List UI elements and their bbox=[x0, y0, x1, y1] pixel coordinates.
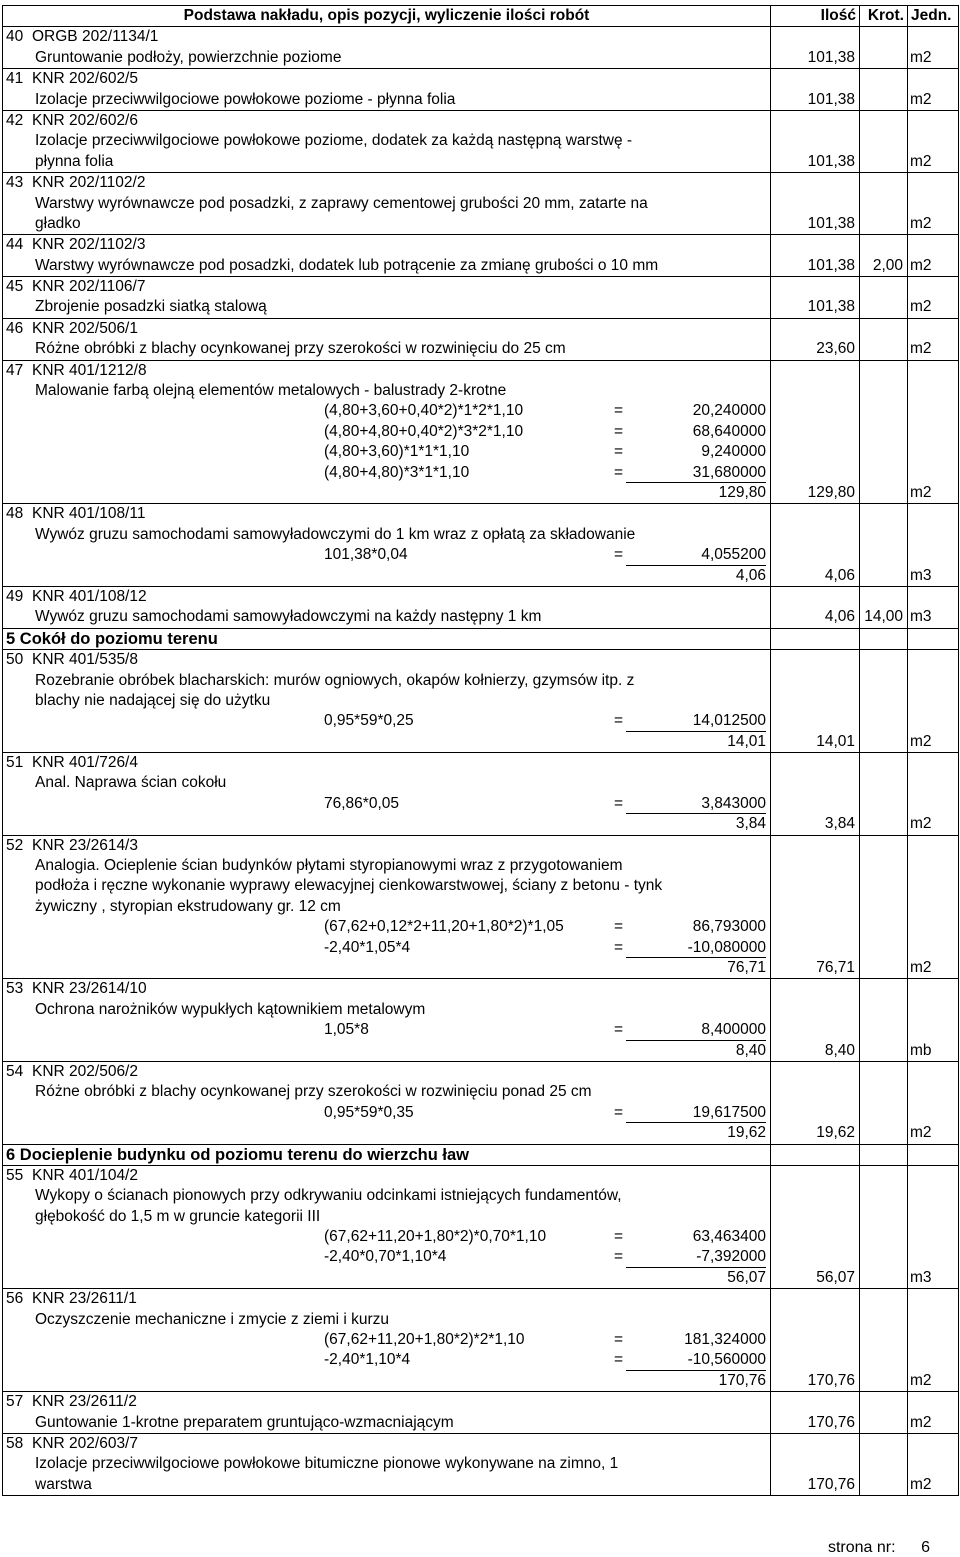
description-line: Gruntowanie podłoży, powierzchnie poziome bbox=[35, 48, 342, 66]
position-code-line bbox=[6, 650, 770, 670]
position-number: 46 bbox=[6, 319, 24, 337]
multiplier-cell bbox=[860, 1289, 908, 1392]
equals-sign: = bbox=[614, 402, 624, 420]
position-code: KNR 401/104/2 bbox=[32, 1166, 138, 1184]
section-title-cell bbox=[3, 1144, 771, 1165]
quantity-cell: 170,76 bbox=[771, 1289, 860, 1392]
position-code: KNR 401/108/12 bbox=[32, 587, 147, 605]
calculation-line bbox=[6, 442, 770, 462]
calculation-line bbox=[6, 422, 770, 442]
position-code: KNR 23/2611/2 bbox=[32, 1393, 137, 1411]
header-unit: Jedn. bbox=[908, 6, 959, 27]
table-row bbox=[3, 235, 959, 277]
calculation-expression: -2,40*1,10*4 bbox=[324, 1351, 411, 1369]
calculation-expression: (67,62+11,20+1,80*2)*2*1,10 bbox=[324, 1331, 525, 1349]
estimate-table bbox=[2, 5, 959, 1496]
position-code-line bbox=[6, 277, 770, 297]
calculation-line bbox=[6, 1330, 770, 1350]
quantity-cell: 14,01 bbox=[771, 650, 860, 753]
calculation-value: 86,793000 bbox=[692, 918, 766, 936]
unit-cell: m3 bbox=[908, 586, 959, 628]
calculation-line bbox=[6, 917, 770, 937]
description-line: Malowanie farbą olejną elementów metalowych - balustrady 2-krotne bbox=[35, 382, 507, 400]
calculation-line bbox=[6, 938, 770, 958]
multiplier-cell bbox=[860, 1061, 908, 1144]
position-number: 51 bbox=[6, 754, 24, 772]
table-row bbox=[3, 110, 959, 172]
position-number: 50 bbox=[6, 651, 24, 669]
calculation-line bbox=[6, 1227, 770, 1247]
description-cell bbox=[3, 504, 771, 587]
description-cell bbox=[3, 835, 771, 979]
position-number: 56 bbox=[6, 1290, 24, 1308]
calculation-value: -10,080000 bbox=[626, 938, 766, 958]
multiplier-cell bbox=[860, 173, 908, 235]
description-line: Wywóz gruzu samochodami samowyładowczymi na każdy następny 1 km bbox=[35, 608, 542, 626]
description-line: głębokość do 1,5 m w gruncie kategorii III bbox=[35, 1207, 321, 1225]
equals-sign: = bbox=[614, 1021, 624, 1039]
table-row bbox=[3, 1392, 959, 1434]
position-number: 41 bbox=[6, 70, 24, 88]
calculation-expression: (4,80+4,80)*3*1*1,10 bbox=[324, 463, 470, 481]
quantity-cell: 101,38 bbox=[771, 235, 860, 277]
calculation-total: 14,01 bbox=[727, 732, 766, 750]
quantity-cell: 101,38 bbox=[771, 69, 860, 111]
table-row bbox=[3, 360, 959, 504]
description-line: Oczyszczenie mechaniczne i zmycie z ziemi i kurzu bbox=[35, 1310, 390, 1328]
unit-cell bbox=[908, 1144, 959, 1165]
calculation-expression: 0,95*59*0,25 bbox=[324, 712, 414, 730]
section-title: Docieplenie budynku od poziomu terenu do wierzchu ław bbox=[19, 1145, 469, 1164]
unit-cell: m2 bbox=[908, 69, 959, 111]
table-row bbox=[3, 69, 959, 111]
calculation-line bbox=[6, 794, 770, 814]
description-cell bbox=[3, 173, 771, 235]
equals-sign: = bbox=[614, 546, 624, 564]
multiplier-cell bbox=[860, 1165, 908, 1288]
table-row bbox=[3, 318, 959, 360]
section-row bbox=[3, 1144, 959, 1165]
unit-cell: m2 bbox=[908, 650, 959, 753]
equals-sign: = bbox=[614, 463, 624, 481]
description-line: warstwa bbox=[35, 1475, 92, 1493]
calculation-expression: 101,38*0,04 bbox=[324, 546, 408, 564]
calculation-value: 20,240000 bbox=[692, 402, 766, 420]
table-row bbox=[3, 1165, 959, 1288]
multiplier-cell bbox=[860, 979, 908, 1062]
calculation-total: 8,40 bbox=[735, 1041, 766, 1059]
equals-sign: = bbox=[614, 794, 624, 812]
unit-cell: m2 bbox=[908, 277, 959, 319]
calculation-total: 3,84 bbox=[735, 815, 766, 833]
calculation-line bbox=[6, 1350, 770, 1370]
multiplier-cell bbox=[860, 835, 908, 979]
position-number: 57 bbox=[6, 1393, 24, 1411]
position-code: ORGB 202/1134/1 bbox=[32, 28, 159, 46]
table-row bbox=[3, 753, 959, 836]
description-line: płynna folia bbox=[35, 152, 114, 170]
multiplier-cell bbox=[860, 504, 908, 587]
unit-cell: m3 bbox=[908, 504, 959, 587]
description-cell bbox=[3, 753, 771, 836]
description-line: podłoża i ręczne wykonanie wyprawy elewacyjnej cienkowarstwowej, ściany z betonu - tynk bbox=[35, 877, 663, 895]
table-row bbox=[3, 835, 959, 979]
table-row bbox=[3, 277, 959, 319]
unit-cell: m2 bbox=[908, 1434, 959, 1496]
position-code-line bbox=[6, 1166, 770, 1186]
description-cell bbox=[3, 277, 771, 319]
position-code: KNR 202/506/1 bbox=[32, 319, 138, 337]
calculation-value: 181,324000 bbox=[684, 1331, 766, 1349]
equals-sign: = bbox=[614, 1331, 624, 1349]
quantity-cell: 129,80 bbox=[771, 360, 860, 504]
equals-sign: = bbox=[614, 938, 624, 956]
quantity-cell bbox=[771, 628, 860, 649]
equals-sign: = bbox=[614, 443, 624, 461]
position-number: 53 bbox=[6, 980, 24, 998]
position-number: 48 bbox=[6, 505, 24, 523]
table-row bbox=[3, 1289, 959, 1392]
description-cell bbox=[3, 318, 771, 360]
calculation-value: 68,640000 bbox=[692, 422, 766, 440]
table-row bbox=[3, 27, 959, 69]
section-number: 6 bbox=[6, 1145, 16, 1164]
calculation-expression: 1,05*8 bbox=[324, 1021, 369, 1039]
calculation-expression: 0,95*59*0,35 bbox=[324, 1103, 414, 1121]
multiplier-cell bbox=[860, 69, 908, 111]
multiplier-cell bbox=[860, 1392, 908, 1434]
calculation-expression: -2,40*1,05*4 bbox=[324, 938, 411, 956]
unit-cell: m3 bbox=[908, 1165, 959, 1288]
calculation-value: -7,392000 bbox=[626, 1247, 766, 1267]
description-cell bbox=[3, 1061, 771, 1144]
quantity-cell: 101,38 bbox=[771, 173, 860, 235]
description-line: Warstwy wyrównawcze pod posadzki, dodatek lub potrącenie za zmianę grubości o 10 mm bbox=[35, 256, 659, 274]
equals-sign: = bbox=[614, 1228, 624, 1246]
position-code-line bbox=[6, 27, 770, 47]
calculation-expression: (67,62+11,20+1,80*2)*0,70*1,10 bbox=[324, 1228, 547, 1246]
quantity-cell: 76,71 bbox=[771, 835, 860, 979]
section-row bbox=[3, 628, 959, 649]
unit-cell: m2 bbox=[908, 1392, 959, 1434]
description-cell bbox=[3, 586, 771, 628]
table-row bbox=[3, 173, 959, 235]
multiplier-cell: 14,00 bbox=[860, 586, 908, 628]
calculation-line bbox=[6, 1020, 770, 1040]
equals-sign: = bbox=[614, 1351, 624, 1369]
description-line: Izolacje przeciwwilgociowe powłokowe poziome - płynna folia bbox=[35, 90, 456, 108]
calculation-line bbox=[6, 1103, 770, 1123]
description-cell bbox=[3, 1392, 771, 1434]
calculation-line bbox=[6, 545, 770, 565]
position-code-line bbox=[6, 111, 770, 131]
multiplier-cell bbox=[860, 753, 908, 836]
position-code-line bbox=[6, 1392, 770, 1412]
position-code: KNR 401/108/11 bbox=[32, 505, 146, 523]
position-code-line bbox=[6, 69, 770, 89]
description-line: Analogia. Ocieplenie ścian budynków płytami styropianowymi wraz z przygotowaniem bbox=[35, 857, 623, 875]
position-number: 58 bbox=[6, 1435, 24, 1452]
position-code: KNR 202/603/7 bbox=[32, 1435, 138, 1452]
multiplier-cell bbox=[860, 360, 908, 504]
unit-cell: m2 bbox=[908, 1061, 959, 1144]
position-number: 52 bbox=[6, 836, 24, 854]
table-row bbox=[3, 650, 959, 753]
section-title-cell bbox=[3, 628, 771, 649]
page-number-footer bbox=[828, 1539, 930, 1557]
position-number: 54 bbox=[6, 1062, 24, 1080]
calculation-expression: (67,62+0,12*2+11,20+1,80*2)*1,05 bbox=[324, 918, 564, 936]
description-cell bbox=[3, 1434, 771, 1496]
description-cell bbox=[3, 1165, 771, 1288]
multiplier-cell bbox=[860, 110, 908, 172]
calculation-value: -10,560000 bbox=[626, 1350, 766, 1370]
section-title: Cokół do poziomu terenu bbox=[19, 629, 218, 648]
quantity-cell: 3,84 bbox=[771, 753, 860, 836]
description-line: Izolacje przeciwwilgociowe powłokowe bitumiczne pionowe wykonywane na zimno, 1 bbox=[35, 1455, 619, 1473]
position-number: 45 bbox=[6, 278, 24, 296]
calculation-total: 129,80 bbox=[718, 484, 766, 501]
unit-cell: m2 bbox=[908, 360, 959, 504]
position-code-line bbox=[6, 587, 770, 607]
calculation-expression: (4,80+3,60)*1*1*1,10 bbox=[324, 443, 470, 461]
position-code-line bbox=[6, 173, 770, 193]
quantity-cell bbox=[771, 1144, 860, 1165]
position-number: 49 bbox=[6, 587, 24, 605]
quantity-cell: 101,38 bbox=[771, 110, 860, 172]
position-code: KNR 202/506/2 bbox=[32, 1062, 138, 1080]
calculation-expression: -2,40*0,70*1,10*4 bbox=[324, 1248, 447, 1266]
quantity-cell: 170,76 bbox=[771, 1392, 860, 1434]
position-code-line bbox=[6, 753, 770, 773]
multiplier-cell bbox=[860, 628, 908, 649]
quantity-cell: 19,62 bbox=[771, 1061, 860, 1144]
position-code: KNR 23/2614/3 bbox=[32, 836, 138, 854]
unit-cell: m2 bbox=[908, 318, 959, 360]
quantity-cell: 56,07 bbox=[771, 1165, 860, 1288]
description-cell bbox=[3, 69, 771, 111]
quantity-cell: 4,06 bbox=[771, 586, 860, 628]
calculation-total: 4,06 bbox=[735, 566, 766, 584]
description-line: blachy nie nadającej się do użytku bbox=[35, 691, 271, 709]
calculation-line bbox=[6, 401, 770, 421]
quantity-cell: 4,06 bbox=[771, 504, 860, 587]
description-line: Wykopy o ścianach pionowych przy odkrywaniu odcinkami istniejących fundamentów, bbox=[35, 1187, 622, 1205]
unit-cell: m2 bbox=[908, 173, 959, 235]
position-code: KNR 23/2614/10 bbox=[32, 980, 147, 998]
unit-cell: mb bbox=[908, 979, 959, 1062]
position-number: 43 bbox=[6, 174, 24, 192]
table-header-row bbox=[3, 6, 959, 27]
description-line: Zbrojenie posadzki siatką stalową bbox=[35, 298, 267, 316]
calculation-expression: (4,80+4,80+0,40*2)*3*2*1,10 bbox=[324, 422, 524, 440]
position-code-line bbox=[6, 319, 770, 339]
table-row bbox=[3, 1061, 959, 1144]
multiplier-cell bbox=[860, 650, 908, 753]
multiplier-cell bbox=[860, 277, 908, 319]
description-line: Guntowanie 1-krotne preparatem gruntująco-wzmacniającym bbox=[35, 1413, 454, 1431]
position-code: KNR 401/1212/8 bbox=[32, 361, 147, 379]
description-cell bbox=[3, 360, 771, 504]
unit-cell: m2 bbox=[908, 235, 959, 277]
description-line: Warstwy wyrównawcze pod posadzki, z zaprawy cementowej grubości 20 mm, zatarte na bbox=[35, 194, 648, 212]
position-code-line bbox=[6, 235, 770, 255]
equals-sign: = bbox=[614, 422, 624, 440]
description-line: Różne obróbki z blachy ocynkowanej przy szerokości w rozwinięciu ponad 25 cm bbox=[35, 1083, 592, 1101]
calculation-value: 31,680000 bbox=[626, 463, 766, 483]
description-line: żywiczny , styropian ekstrudowany gr. 12 cm bbox=[35, 897, 341, 915]
quantity-cell: 101,38 bbox=[771, 27, 860, 69]
quantity-cell: 170,76 bbox=[771, 1434, 860, 1496]
description-cell bbox=[3, 110, 771, 172]
description-cell bbox=[3, 979, 771, 1062]
multiplier-cell bbox=[860, 1434, 908, 1496]
multiplier-cell bbox=[860, 1144, 908, 1165]
description-cell bbox=[3, 27, 771, 69]
table-row bbox=[3, 504, 959, 587]
position-code-line bbox=[6, 979, 770, 999]
calculation-value: 3,843000 bbox=[626, 794, 766, 814]
table-row bbox=[3, 586, 959, 628]
position-number: 44 bbox=[6, 236, 24, 254]
quantity-cell: 101,38 bbox=[771, 277, 860, 319]
description-line: Różne obróbki z blachy ocynkowanej przy szerokości w rozwinięciu do 25 cm bbox=[35, 340, 566, 358]
position-number: 47 bbox=[6, 361, 24, 379]
unit-cell: m2 bbox=[908, 753, 959, 836]
description-line: Izolacje przeciwwilgociowe powłokowe poziome, dodatek za każdą następną warstwę - bbox=[35, 132, 633, 150]
calculation-total: 76,71 bbox=[727, 959, 766, 976]
position-code-line bbox=[6, 1289, 770, 1309]
position-code: KNR 23/2611/1 bbox=[32, 1290, 137, 1308]
multiplier-cell bbox=[860, 318, 908, 360]
unit-cell: m2 bbox=[908, 27, 959, 69]
position-code: KNR 202/602/6 bbox=[32, 111, 138, 129]
description-line: gładko bbox=[35, 214, 81, 232]
position-code-line bbox=[6, 504, 770, 524]
position-number: 55 bbox=[6, 1166, 24, 1184]
equals-sign: = bbox=[614, 1248, 624, 1266]
position-code-line bbox=[6, 1434, 770, 1454]
description-line: Ochrona narożników wypukłych kątownikiem metalowym bbox=[35, 1000, 426, 1018]
position-number: 42 bbox=[6, 111, 24, 129]
header-quantity: Ilość bbox=[771, 6, 860, 27]
calculation-value: 63,463400 bbox=[692, 1228, 766, 1246]
calculation-line bbox=[6, 1247, 770, 1267]
position-code: KNR 202/602/5 bbox=[32, 70, 138, 88]
description-cell bbox=[3, 1289, 771, 1392]
position-code: KNR 202/1102/3 bbox=[32, 236, 146, 254]
position-code-line bbox=[6, 361, 770, 381]
equals-sign: = bbox=[614, 1103, 624, 1121]
position-code-line bbox=[6, 1062, 770, 1082]
position-code: KNR 401/535/8 bbox=[32, 651, 138, 669]
section-number: 5 bbox=[6, 629, 16, 648]
calculation-value: 8,400000 bbox=[626, 1020, 766, 1040]
position-number: 40 bbox=[6, 28, 24, 46]
page-number-label: strona nr: bbox=[827, 1539, 896, 1556]
equals-sign: = bbox=[614, 918, 624, 936]
position-code-line bbox=[6, 836, 770, 856]
quantity-cell: 23,60 bbox=[771, 318, 860, 360]
multiplier-cell: 2,00 bbox=[860, 235, 908, 277]
calculation-value: 19,617500 bbox=[626, 1103, 766, 1123]
header-description: Podstawa nakładu, opis pozycji, wyliczenie ilości robót bbox=[3, 6, 771, 27]
header-multiplier: Krot. bbox=[860, 6, 908, 27]
page-number: 6 bbox=[921, 1539, 930, 1556]
calculation-line bbox=[6, 463, 770, 483]
position-code: KNR 401/726/4 bbox=[32, 754, 138, 772]
description-line: Wywóz gruzu samochodami samowyładowczymi do 1 km wraz z opłatą za składowanie bbox=[35, 525, 636, 543]
calculation-total: 19,62 bbox=[727, 1124, 766, 1142]
multiplier-cell bbox=[860, 27, 908, 69]
calculation-value: 9,240000 bbox=[701, 443, 766, 461]
unit-cell bbox=[908, 628, 959, 649]
unit-cell: m2 bbox=[908, 110, 959, 172]
table-row bbox=[3, 979, 959, 1062]
equals-sign: = bbox=[614, 712, 624, 730]
description-line: Anal. Naprawa ścian cokołu bbox=[35, 774, 227, 792]
description-cell bbox=[3, 650, 771, 753]
description-line: Rozebranie obróbek blacharskich: murów ogniowych, okapów kołnierzy, gzymsów itp. z bbox=[35, 671, 635, 689]
calculation-expression: (4,80+3,60+0,40*2)*1*2*1,10 bbox=[324, 402, 524, 420]
calculation-value: 4,055200 bbox=[626, 545, 766, 565]
calculation-line bbox=[6, 711, 770, 731]
unit-cell: m2 bbox=[908, 1289, 959, 1392]
unit-cell: m2 bbox=[908, 835, 959, 979]
calculation-total: 56,07 bbox=[727, 1268, 766, 1286]
calculation-total: 170,76 bbox=[718, 1371, 766, 1389]
description-cell bbox=[3, 235, 771, 277]
table-row bbox=[3, 1434, 959, 1496]
quantity-cell: 8,40 bbox=[771, 979, 860, 1062]
position-code: KNR 202/1102/2 bbox=[32, 174, 146, 192]
calculation-expression: 76,86*0,05 bbox=[324, 794, 399, 812]
position-code: KNR 202/1106/7 bbox=[32, 278, 146, 296]
calculation-value: 14,012500 bbox=[626, 711, 766, 731]
